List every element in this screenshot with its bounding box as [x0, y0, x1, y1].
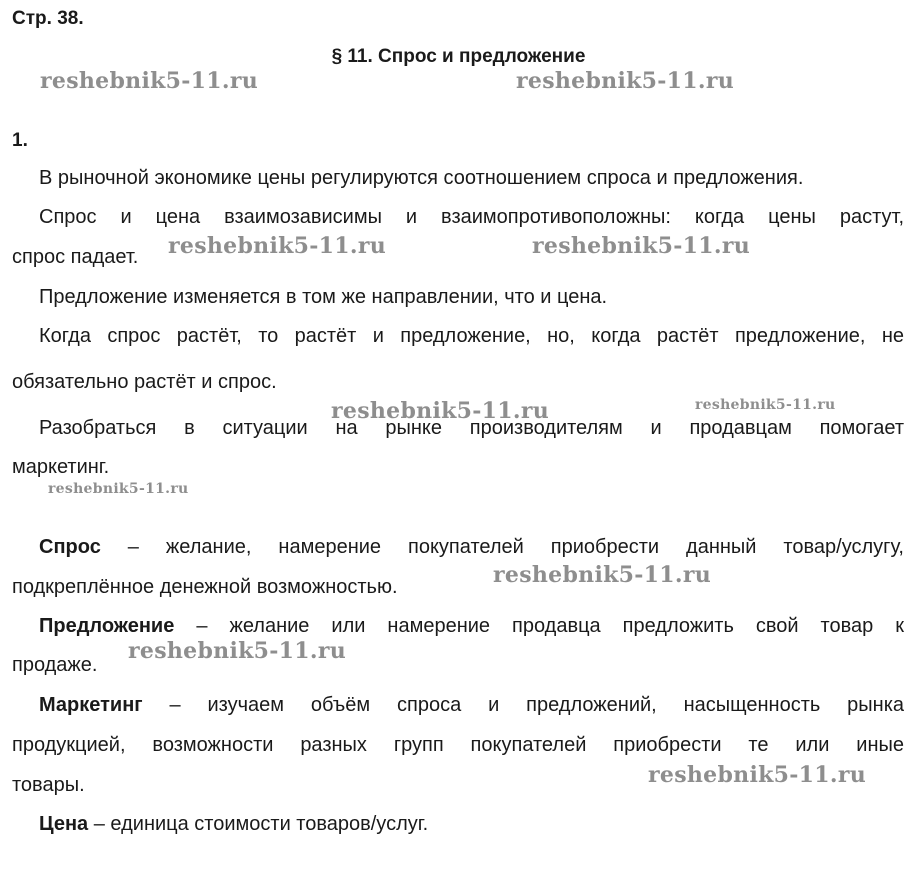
definition-price-line-1	[12, 813, 904, 836]
definition-term: Спрос	[39, 536, 101, 558]
watermark: reshebnik5-11.ru	[40, 68, 259, 94]
definition-text: – желание или намерение продавца предложить свой товар к	[174, 615, 904, 637]
paragraph-4-line-2: обязательно растёт и спрос.	[12, 371, 277, 393]
definition-demand-line-1	[12, 536, 904, 559]
task-number: 1.	[12, 130, 28, 151]
definition-supply-line-2: продаже.	[12, 654, 98, 676]
paragraph-1: В рыночной экономике цены регулируются соотношением спроса и предложения.	[39, 167, 804, 189]
definition-marketing-line-1	[12, 694, 904, 717]
definition-term: Цена	[39, 813, 89, 835]
definition-text: – изучаем объём спроса и предложений, насыщенность рынка	[142, 694, 904, 716]
page-number: Стр. 38.	[12, 8, 84, 29]
watermark: reshebnik5-11.ru	[128, 638, 347, 664]
watermark: reshebnik5-11.ru	[648, 762, 867, 788]
paragraph-5-line-2: маркетинг.	[12, 456, 110, 478]
watermark: reshebnik5-11.ru	[168, 233, 387, 259]
paragraph-4-line-1: Когда спрос растёт, то растёт и предложение, но, когда растёт предложение, не	[39, 325, 904, 347]
paragraph-3: Предложение изменяется в том же направлении, что и цена.	[39, 286, 608, 308]
definition-term: Маркетинг	[39, 694, 143, 716]
watermark: reshebnik5-11.ru	[516, 68, 735, 94]
section-title: § 11. Спрос и предложение	[331, 46, 586, 67]
definition-text: – единица стоимости товаров/услуг.	[88, 813, 429, 835]
definition-marketing-line-3: товары.	[12, 774, 85, 796]
definition-demand-line-2: подкреплённое денежной возможностью.	[12, 576, 398, 598]
paragraph-2-line-2: спрос падает.	[12, 246, 139, 268]
definition-supply-line-1	[12, 615, 904, 638]
watermark: reshebnik5-11.ru	[493, 562, 712, 588]
definition-text: – желание, намерение покупателей приобрести данный товар/услугу,	[100, 536, 904, 558]
paragraph-5-line-1: Разобраться в ситуации на рынке производителям и продавцам помогает	[39, 417, 904, 439]
watermark: reshebnik5-11.ru	[331, 398, 550, 424]
watermark: reshebnik5-11.ru	[532, 233, 751, 259]
definition-term: Предложение	[39, 615, 175, 637]
watermark: reshebnik5-11.ru	[695, 397, 836, 413]
paragraph-2-line-1: Спрос и цена взаимозависимы и взаимопротивоположны: когда цены растут,	[39, 206, 904, 228]
definition-marketing-line-2: продукцией, возможности разных групп покупателей приобрести те или иные	[12, 734, 904, 756]
watermark: reshebnik5-11.ru	[48, 481, 189, 497]
